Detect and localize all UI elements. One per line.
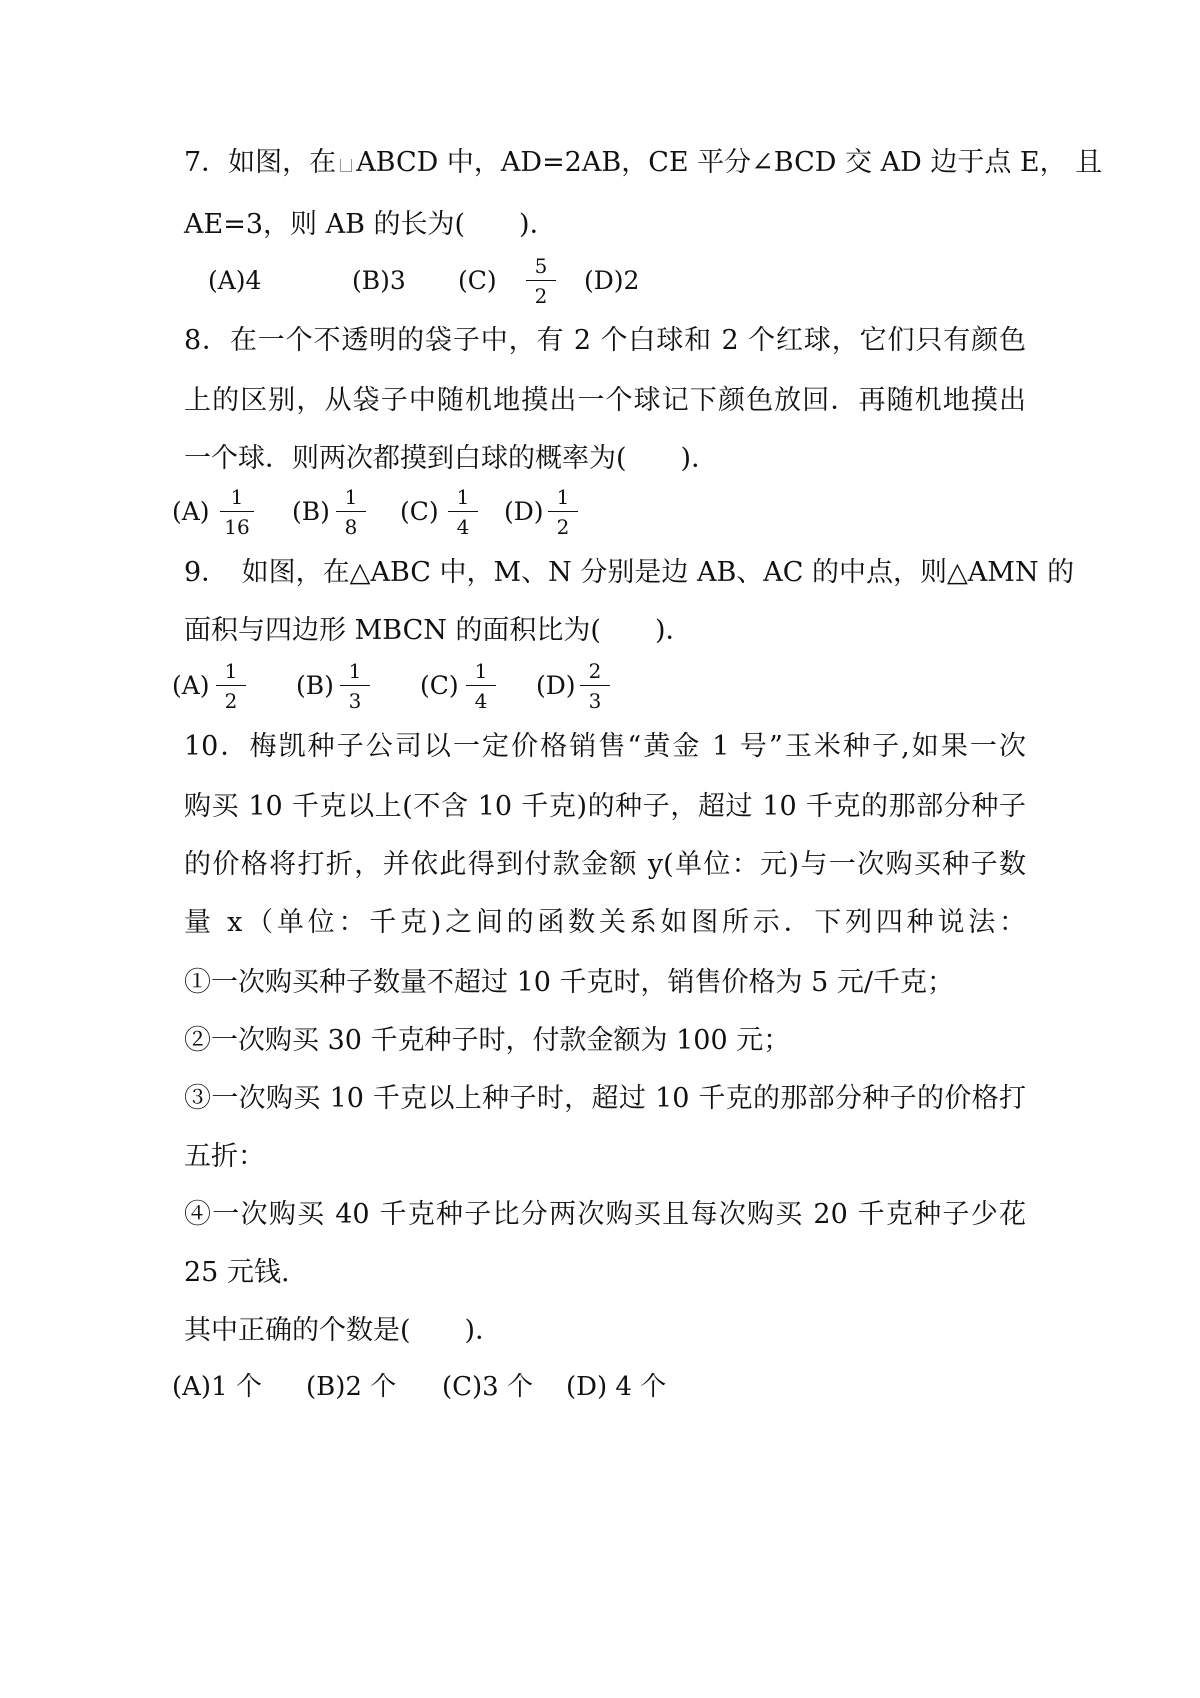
q10-question: 其中正确的个数是( )． bbox=[184, 1315, 503, 1346]
parallelogram-icon bbox=[340, 159, 352, 172]
q7-option-b: (B)3 bbox=[352, 266, 406, 295]
q9-option-b-fraction: 1 3 bbox=[340, 659, 370, 713]
q10-statement-4-line-1: ④一次购买 40 千克种子比分两次购买且每次购买 20 千克种子少花 bbox=[184, 1199, 1026, 1230]
q10-statement-1: ①一次购买种子数量不超过 10 千克时，销售价格为 5 元/千克； bbox=[184, 967, 954, 998]
q7-line-2: AE=3，则 AB 的长为( )． bbox=[184, 209, 557, 240]
q9-option-c-fraction: 1 4 bbox=[466, 659, 496, 713]
q7-option-d: (D)2 bbox=[584, 266, 640, 295]
q7-line-1: 7．如图，在 ABCD 中，AD=2AB，CE 平分∠BCD 交 AD 边于点 E， 且 bbox=[184, 147, 1103, 178]
q7-option-c: (C) bbox=[458, 266, 497, 295]
q10-option-d: (D) 4 个 bbox=[566, 1372, 667, 1402]
q8-option-b: (B) bbox=[292, 497, 330, 526]
q9-option-d: (D) bbox=[536, 671, 576, 700]
q10-line-2: 购买 10 千克以上(不含 10 千克)的种子，超过 10 千克的那部分种子 bbox=[184, 791, 1026, 822]
q9-option-d-fraction: 2 3 bbox=[580, 659, 610, 713]
fraction-bar bbox=[526, 280, 556, 281]
q8-option-a-fraction: 1 16 bbox=[220, 485, 254, 539]
q7-option-a: (A)4 bbox=[208, 266, 262, 295]
q9-option-c: (C) bbox=[420, 671, 459, 700]
q10-option-a: (A)1 个 bbox=[172, 1372, 262, 1402]
q10-statement-3-line-1: ③一次购买 10 千克以上种子时，超过 10 千克的那部分种子的价格打 bbox=[184, 1083, 1026, 1114]
q8-option-c: (C) bbox=[400, 497, 439, 526]
q7-option-c-fraction bbox=[526, 254, 556, 308]
q10-statement-2: ②一次购买 30 千克种子时，付款金额为 100 元； bbox=[184, 1025, 791, 1056]
q7-c-numerator: 5 bbox=[534, 254, 548, 278]
q10-option-b: (B)2 个 bbox=[306, 1372, 397, 1402]
q10-line-1: 10．梅凯种子公司以一定价格销售“黄金 1 号”玉米种子,如果一次 bbox=[184, 731, 1026, 762]
q10-statement-3-line-2: 五折： bbox=[184, 1141, 265, 1172]
q10-line-4: 量 x（单位：千克)之间的函数关系如图所示．下列四种说法： bbox=[184, 907, 1026, 938]
q9-option-a-fraction: 1 2 bbox=[216, 659, 246, 713]
q9-option-b: (B) bbox=[296, 671, 334, 700]
q10-statement-4-line-2: 25 元钱. bbox=[184, 1257, 290, 1288]
q8-line-1: 8．在一个不透明的袋子中，有 2 个白球和 2 个红球，它们只有颜色 bbox=[184, 325, 1026, 356]
q8-option-c-fraction: 1 4 bbox=[448, 485, 478, 539]
q8-line-2: 上的区别，从袋子中随机地摸出一个球记下颜色放回．再随机地摸出 bbox=[184, 385, 1026, 416]
q10-line-3: 的价格将打折，并依此得到付款金额 y(单位：元)与一次购买种子数 bbox=[184, 849, 1026, 880]
q9-line-2: 面积与四边形 MBCN 的面积比为( )． bbox=[184, 615, 693, 646]
q8-line-3: 一个球．则两次都摸到白球的概率为( )． bbox=[184, 443, 719, 474]
q8-option-d-fraction: 1 2 bbox=[548, 485, 578, 539]
q7-c-denominator: 2 bbox=[534, 284, 548, 308]
q10-option-c: (C)3 个 bbox=[442, 1372, 533, 1402]
q8-option-d: (D) bbox=[504, 497, 544, 526]
q8-option-b-fraction: 1 8 bbox=[336, 485, 366, 539]
q9-line-1: 9． 如图，在△ABC 中，M、N 分别是边 AB、AC 的中点，则△AMN 的 bbox=[184, 557, 1075, 588]
q8-option-a: (A) bbox=[172, 497, 210, 526]
q9-option-a: (A) bbox=[172, 671, 210, 700]
